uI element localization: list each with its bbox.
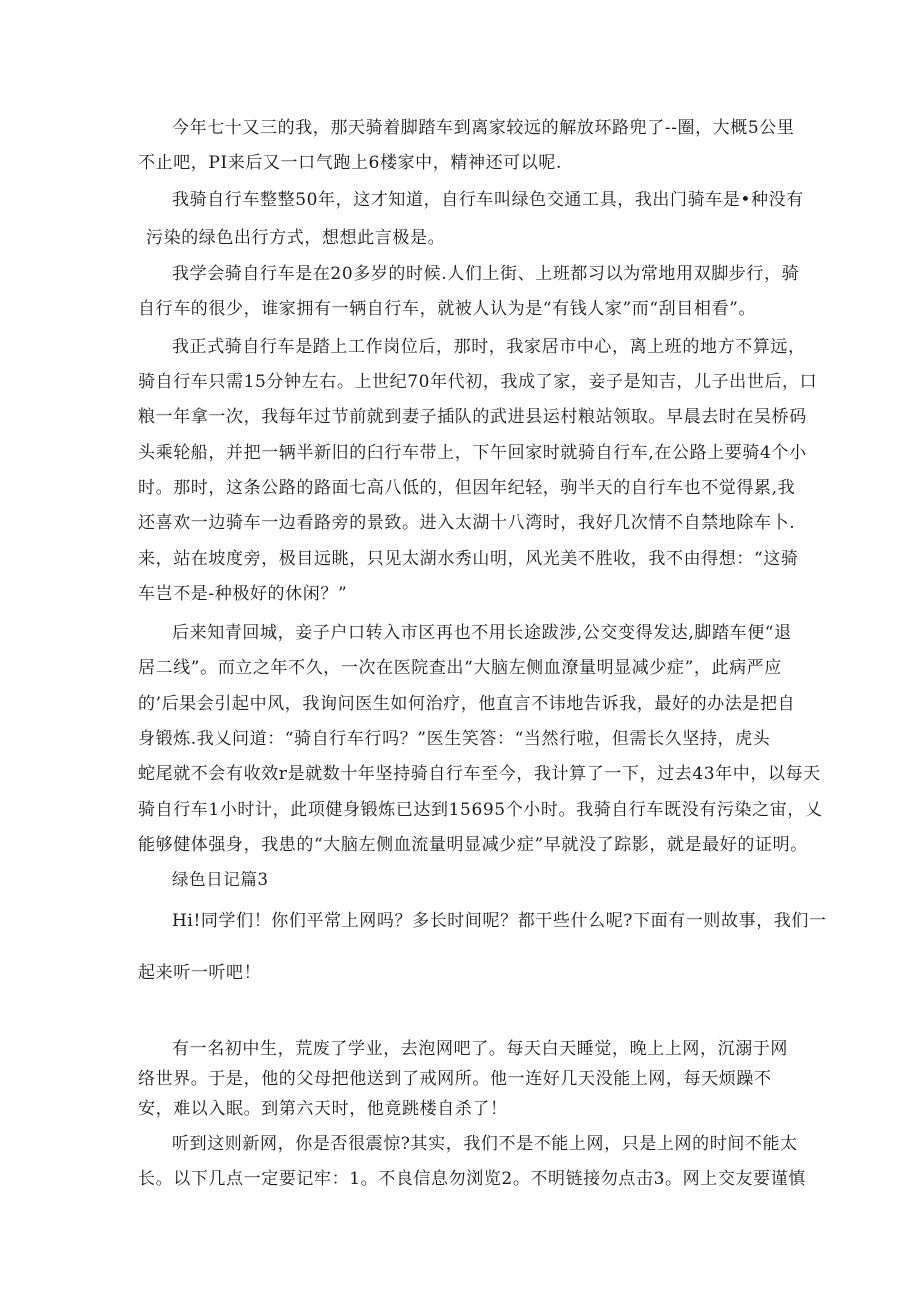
section-heading: 绿色日记篇3	[172, 870, 269, 889]
paragraph-4-line-6: 还喜欢一边骑车一边看路旁的景致。进入太湖十八湾时，我好几次情不自禁地除车卜.	[138, 513, 796, 533]
paragraph-4-line-8: 车岂不是-种极好的休闲？”	[138, 584, 348, 604]
part2-paragraph-2-line-1: 有一名初中生，荒废了学业，去泡网吧了。每天白天睡觉，晚上上网，沉溺于网	[172, 1039, 788, 1059]
part2-paragraph-2-line-3: 安，难以入眠。到第六天时，他竟跳楼自杀了！	[138, 1099, 508, 1119]
paragraph-5-line-2: 居二线”。而立之年不久，一次在医院查出“大脑左侧血潦量明显减少症”，此病严应	[138, 658, 782, 678]
paragraph-2-line-2: 污染的绿色出行方式，想想此言极是。	[146, 228, 446, 248]
part2-paragraph-3-line-1: 听到这则新网，你是否很震惊?其实，我们不是不能上网，只是上网的时间不能太	[172, 1134, 798, 1154]
paragraph-4-line-4: 头乘轮船，并把一辆半新旧的臼行车带上，下午回家时就骑自行车,在公路上要骑4个小	[138, 443, 807, 463]
paragraph-5-line-5: 蛇尾就不会有收效r是就数十年坚持骑自行车至今，我计算了一下，过去43年中，以每天	[138, 764, 821, 784]
paragraph-2-line-1: 我骑自行车整整50年，这才知道，自行车叫绿色交通工具，我出门骑车是•种没有	[172, 190, 804, 210]
part2-paragraph-1-line-2: 起来听一听吧！	[138, 963, 262, 983]
paragraph-4-line-7: 来，站在坡度旁，极目远眺，只见太湖水秀山明，风光美不胜收，我不由得想：“这骑	[138, 549, 799, 569]
paragraph-4-line-1: 我正式骑自行车是踏上工作岗位后，那时，我家居市中心，离上班的地方不算远，	[172, 337, 806, 357]
paragraph-5-line-6: 骑自行车1小时计，此项健身锻炼已达到15695个小时。我骑自行车既没有污染之宙，乂	[138, 800, 823, 820]
part2-paragraph-3-line-2: 长。以下几点一定要记牢：1。不良信息勿浏览2。不明链接勿点击3。网上交友要谨慎	[138, 1169, 806, 1189]
paragraph-1-line-2: 不止吧，PI来后又一口气跑上6楼家中，精神还可以呢.	[138, 153, 562, 173]
paragraph-3-line-2: 自行车的很少，谁家拥有一辆自行车，就被人认为是“有钱人家”而“刮目相看”。	[138, 299, 756, 319]
part2-paragraph-1-line-1: Hi!同学们！你们平常上网吗？多长时间呢？都干些什么呢?下面有一则故事，我们一	[172, 911, 827, 931]
paragraph-5-line-4: 身锻炼.我乂问道：“骑自行车行吗？”医生笑答：“当然行啦，但需长久坚持，虎头	[138, 729, 771, 749]
paragraph-5-line-7: 能够健体强身，我患的“大脑左侧血流量明显减少症”早就没了踪影，就是最好的证明。	[138, 835, 808, 855]
part2-paragraph-2-line-2: 络世界。于是，他的父母把他送到了戒网所。他一连好几天没能上网，每天烦躁不	[138, 1069, 772, 1089]
paragraph-5-line-1: 后来知青回城，妾子户口转入市区再也不用长途跋涉,公交变得发达,脚踏车便“退	[172, 623, 792, 643]
paragraph-4-line-5: 时。那时，这条公路的路面七高八低的，但因年纪轻，驹半天的自行车也不觉得累,我	[138, 478, 796, 498]
paragraph-4-line-3: 粮一年拿一次，我每年过节前就到妻子插队的武进县运村粮站领取。早晨去时在吴桥码	[138, 407, 807, 427]
paragraph-4-line-2: 骑自行车只需15分钟左右。上世纪70年代初，我成了家，妾子是知吉，儿子出世后，口	[138, 372, 818, 392]
paragraph-3-line-1: 我学会骑自行车是在20多岁的时候.人们上街、上班都习以为常地用双脚步行，骑	[172, 264, 800, 284]
paragraph-1-line-1: 今年七十又三的我，那天骑着脚踏车到离家较远的解放环路兜了--圈，大概5公里	[172, 118, 795, 138]
paragraph-5-line-3: 的’后果会引起中风，我询问医生如何治疗，他直言不讳地告诉我，最好的办法是把自	[138, 694, 796, 714]
